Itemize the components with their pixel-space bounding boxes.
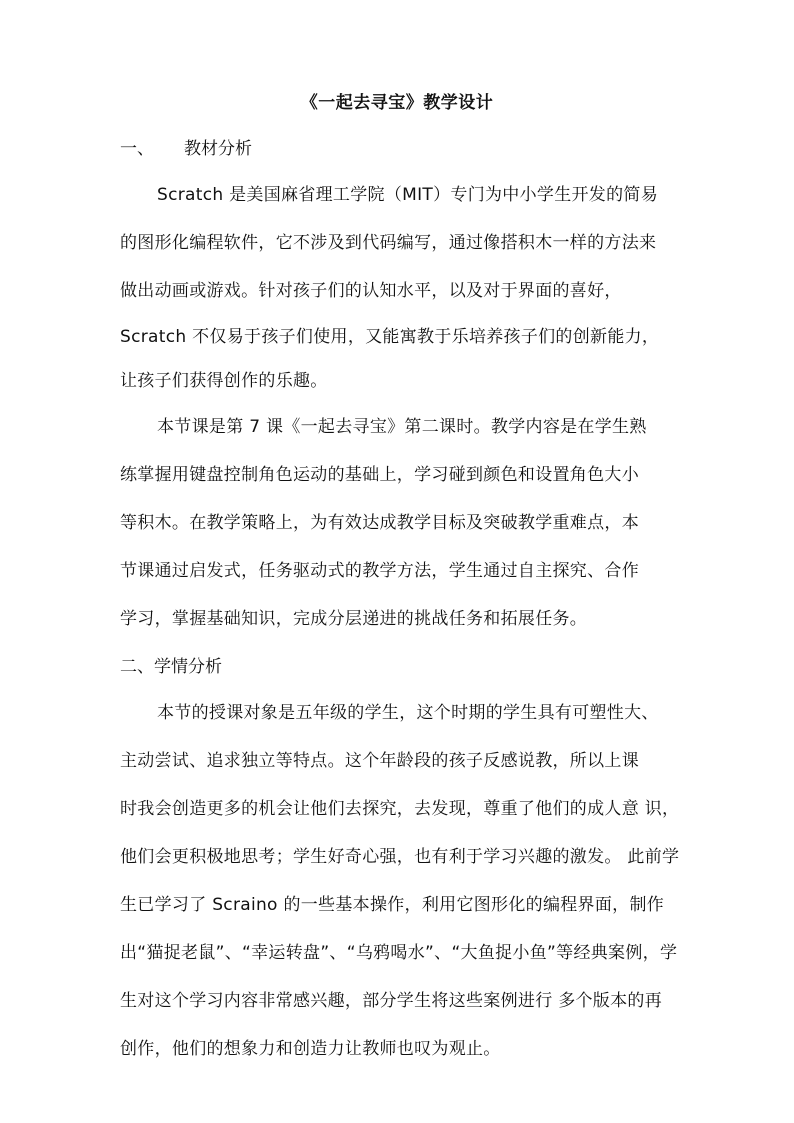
section-title: 教材分析: [184, 139, 252, 159]
paragraph-line: 生已学习了 Scraino 的一些基本操作，利用它图形化的编程界面，制作: [120, 895, 665, 915]
paragraph-line: Scratch 是美国麻省理工学院（MIT）专门为中小学生开发的简易: [157, 185, 658, 205]
paragraph-line: 节课通过启发式，任务驱动式的教学方法，学生通过自主探究、合作: [120, 561, 639, 581]
section-number: 一、: [120, 139, 154, 159]
paragraph-line: 出“猫捉老鼠”、“幸运转盘”、“乌鸦喝水”、“大鱼捉小鱼”等经典案例，学: [120, 943, 678, 963]
paragraph-line: 生对这个学习内容非常感兴趣，部分学生将这些案例进行 多个版本的再: [120, 991, 663, 1011]
paragraph-line: 练掌握用键盘控制角色运动的基础上，学习碰到颜色和设置角色大小: [120, 465, 639, 485]
paragraph-line: 做出动画或游戏。针对孩子们的认知水平，以及对于界面的喜好，: [120, 281, 622, 301]
paragraph-line: 本节课是第 7 课《一起去寻宝》第二课时。教学内容是在学生熟: [157, 417, 647, 437]
paragraph-line: 主动尝试、追求独立等特点。这个年龄段的孩子反感说教，所以上课: [120, 751, 639, 771]
paragraph-line: 时我会创造更多的机会让他们去探究，去发现，尊重了他们的成人意 识，: [120, 799, 680, 819]
paragraph-line: 学习，掌握基础知识，完成分层递进的挑战任务和拓展任务。: [120, 609, 588, 629]
paragraph-line: Scratch 不仅易于孩子们使用，又能寓教于乐培养孩子们的创新能力，: [120, 327, 660, 347]
document-title: 《一起去寻宝》教学设计: [300, 93, 494, 113]
section-heading-textbook-analysis: [120, 134, 252, 159]
paragraph-line: 创作，他们的想象力和创造力让教师也叹为观止。: [120, 1039, 501, 1059]
section-heading-learner-analysis: 二、学情分析: [120, 657, 222, 677]
paragraph-line: 等积木。在教学策略上，为有效达成教学目标及突破教学重难点，本: [120, 513, 639, 533]
paragraph-line: 他们会更积极地思考；学生好奇心强，也有利于学习兴趣的激发。 此前学: [120, 847, 680, 867]
paragraph-line: 让孩子们获得创作的乐趣。: [120, 371, 328, 391]
paragraph-line: 本节的授课对象是五年级的学生，这个时期的学生具有可塑性大、: [157, 703, 659, 723]
paragraph-line: 的图形化编程软件，它不涉及到代码编写，通过像搭积木一样的方法来: [120, 233, 657, 253]
